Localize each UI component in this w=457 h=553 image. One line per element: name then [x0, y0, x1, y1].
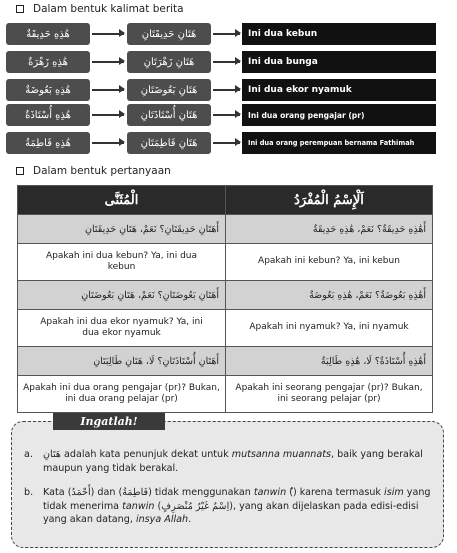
- arrow-right-icon: [92, 142, 124, 144]
- arrow-right-icon: [92, 114, 124, 116]
- table-row: [18, 376, 433, 413]
- translation-cell: Apakah ini seorang pengajar (pr)? Bukan, ini seorang pelajar (pr): [226, 376, 433, 413]
- arrow-right-icon: [213, 33, 240, 35]
- question-table: [17, 185, 433, 413]
- mufrad-box: هَٰذِهِ فَاطِمَةُ: [6, 132, 90, 154]
- item-text: Kata (أَحْمَدُ) dan (فَاطِمَةُ) tidak menggunakan tanwin (ٌ) karena termasuk isim yang tidak menerima tanwin (اِسْمٌ غَيْرُ مُنْصَرِفٍ), yang akan dijelaskan pada edisi-edisi yang akan datang, insya Allah.: [43, 487, 431, 526]
- arabic-cell: أَهَتَانِ بَعُوضَتَانِ؟ نَعَمْ، هَتَانِ بَعُوضَتَانِ: [18, 281, 226, 310]
- muthanna-box: هَتَانِ زَهْرَتَانِ: [127, 51, 211, 73]
- section-heading-statement: [16, 3, 184, 15]
- arrow-right-icon: [213, 61, 240, 63]
- arabic-cell: أَهَٰذِهِ حَدِيقَةٌ؟ نَعَمْ، هَٰذِهِ حَدِيقَةٌ: [226, 215, 433, 244]
- table-header-row: [18, 186, 433, 215]
- mufrad-box: هَٰذِهِ زَهْرَةٌ: [6, 51, 90, 73]
- muthanna-box: هَتَانِ أُسْتَاذَتَانِ: [127, 104, 211, 126]
- translation-cell: Apakah ini kebun? Ya, ini kebun: [226, 244, 433, 281]
- statement-row: [0, 51, 457, 73]
- note-box: [11, 421, 444, 548]
- header-muthanna: الْمُثَنَّى: [18, 186, 226, 215]
- mufrad-box: هَٰذِهِ بَعُوضَةٌ: [6, 79, 90, 101]
- statement-row: [0, 104, 457, 126]
- mufrad-box: هَٰذِهِ أُسْتَاذَةٌ: [6, 104, 90, 126]
- table-row: [18, 215, 433, 244]
- muthanna-box: هَتَانِ بَعُوضَتَانِ: [127, 79, 211, 101]
- meaning-box: Ini dua orang pengajar (pr): [242, 104, 436, 126]
- translation-cell: Apakah ini dua orang pengajar (pr)? Bukan, ini dua orang pelajar (pr): [18, 376, 226, 413]
- table-row: [18, 244, 433, 281]
- section-title: Dalam bentuk pertanyaan: [33, 165, 171, 177]
- translation-cell: Apakah ini dua kebun? Ya, ini dua kebun: [18, 244, 226, 281]
- translation-cell: Apakah ini nyamuk? Ya, ini nyamuk: [226, 310, 433, 347]
- meaning-box: Ini dua orang perempuan bernama Fathimah: [242, 132, 436, 154]
- meaning-box: Ini dua bunga: [242, 51, 436, 73]
- statement-row: [0, 23, 457, 45]
- table-row: [18, 310, 433, 347]
- muthanna-box: هَتَانِ حَدِيقَتَانِ: [127, 23, 211, 45]
- mufrad-box: هَٰذِهِ حَدِيقَةٌ: [6, 23, 90, 45]
- meaning-box: Ini dua ekor nyamuk: [242, 79, 436, 101]
- statement-row: [0, 79, 457, 101]
- checkbox-bullet-icon: [16, 5, 24, 13]
- arabic-cell: أَهَٰذِهِ أُسْتَاذَةٌ؟ لَا، هَٰذِهِ طَالِبَةٌ: [226, 347, 433, 376]
- arrow-right-icon: [213, 114, 240, 116]
- statement-row: [0, 132, 457, 154]
- header-mufrad: اَلْإِسْمُ الْمُفْرَدُ: [226, 186, 433, 215]
- arabic-cell: أَهَتَانِ أُسْتَاذَتَانِ؟ لَا، هَتَانِ طَالِبَتَانِ: [18, 347, 226, 376]
- arrow-right-icon: [213, 142, 240, 144]
- muthanna-box: هَتَانِ فَاطِمَتَانِ: [127, 132, 211, 154]
- table-row: [18, 347, 433, 376]
- section-heading-question: [16, 165, 171, 177]
- arabic-cell: أَهَٰذِهِ بَعُوضَةٌ؟ نَعَمْ، هَٰذِهِ بَعُوضَةٌ: [226, 281, 433, 310]
- arabic-cell: أَهَتَانِ حَدِيقَتَانِ؟ نَعَمْ، هَتَانِ حَدِيقَتَانِ: [18, 215, 226, 244]
- meaning-box: Ini dua kebun: [242, 23, 436, 45]
- arrow-right-icon: [92, 61, 124, 63]
- note-item-a: [24, 448, 442, 475]
- section-title: Dalam bentuk kalimat berita: [33, 3, 184, 15]
- note-title: Ingatlah!: [53, 413, 165, 430]
- checkbox-bullet-icon: [16, 167, 24, 175]
- arrow-right-icon: [92, 89, 124, 91]
- item-label: a.: [24, 449, 33, 460]
- arrow-right-icon: [213, 89, 240, 91]
- item-label: b.: [24, 487, 34, 498]
- translation-cell: Apakah ini dua ekor nyamuk? Ya, ini dua ekor nyamuk: [18, 310, 226, 347]
- table-row: [18, 281, 433, 310]
- item-text: هَتَانِ adalah kata penunjuk dekat untuk mutsanna muannats, baik yang berakal maupun yang tidak berakal.: [43, 449, 423, 474]
- note-item-b: [24, 486, 442, 527]
- arrow-right-icon: [92, 33, 124, 35]
